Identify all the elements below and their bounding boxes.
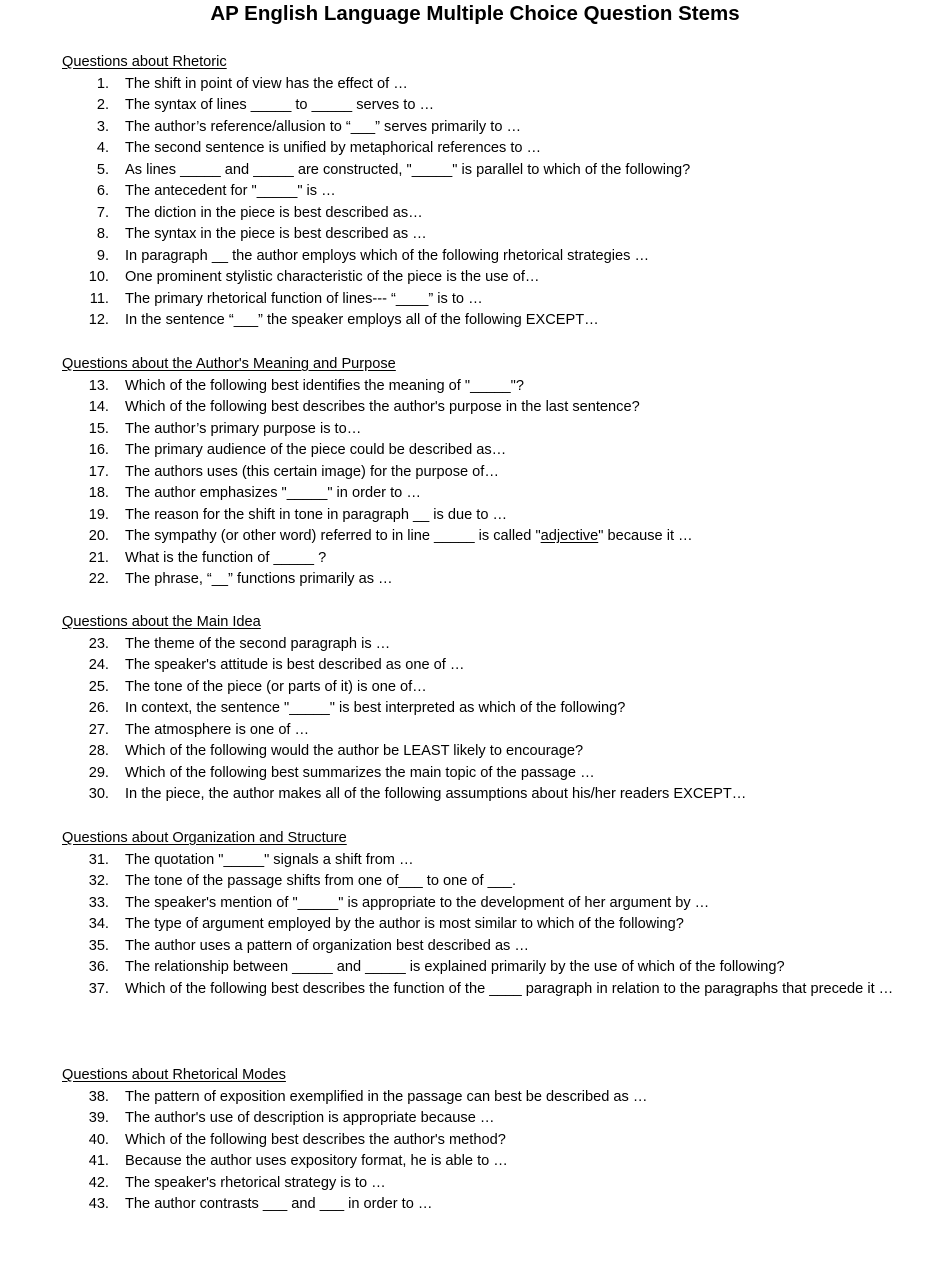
question-text: Which of the following best describes the author's method? bbox=[125, 1131, 506, 1148]
question-item bbox=[62, 698, 902, 720]
question-number: 15. bbox=[88, 420, 109, 437]
question-text: The author’s reference/allusion to “___” serves primarily to … bbox=[125, 118, 522, 135]
question-item bbox=[62, 138, 902, 160]
question-text-before: The sympathy (or other word) referred to in line _____ is called " bbox=[125, 528, 541, 544]
question-number: 26. bbox=[88, 700, 109, 716]
question-item bbox=[62, 1194, 902, 1216]
question-item bbox=[62, 74, 902, 96]
question-list bbox=[62, 74, 902, 332]
question-item bbox=[62, 181, 902, 203]
question-number: 32. bbox=[88, 873, 109, 889]
question-number: 40. bbox=[88, 1131, 109, 1148]
question-text: The authors uses (this certain image) for the purpose of… bbox=[125, 463, 499, 480]
question-number: 2. bbox=[96, 97, 109, 113]
question-text: The syntax in the piece is best described as … bbox=[125, 226, 427, 242]
question-item bbox=[62, 655, 902, 677]
question-number: 14. bbox=[88, 399, 109, 415]
question-item bbox=[62, 677, 902, 699]
question-item bbox=[62, 310, 902, 332]
question-number: 25. bbox=[88, 678, 109, 695]
question-number: 19. bbox=[88, 506, 109, 523]
question-text-after: " because it … bbox=[598, 528, 693, 544]
question-text: Because the author uses expository format, he is able to … bbox=[125, 1153, 508, 1169]
question-list bbox=[62, 376, 902, 591]
question-item bbox=[62, 871, 902, 893]
question-number: 24. bbox=[88, 657, 109, 673]
section-heading: Questions about Rhetorical Modes bbox=[62, 1067, 286, 1083]
question-text: The pattern of exposition exemplified in the passage can best be described as … bbox=[125, 1088, 648, 1105]
section-meaning-purpose bbox=[62, 354, 902, 591]
question-text: The shift in point of view has the effect of … bbox=[125, 75, 408, 92]
question-item bbox=[62, 957, 902, 979]
question-text: Which of the following best describes the function of the ____ paragraph in relation to the paragraphs that precede it … bbox=[125, 980, 894, 997]
page-title: AP English Language Multiple Choice Question Stems bbox=[210, 2, 740, 25]
section-rhetoric bbox=[62, 52, 902, 332]
question-text: In context, the sentence "_____" is best interpreted as which of the following? bbox=[125, 700, 626, 716]
question-text: Which of the following best summarizes the main topic of the passage … bbox=[125, 764, 595, 781]
question-item bbox=[62, 505, 902, 527]
question-text: The speaker's rhetorical strategy is to … bbox=[125, 1174, 386, 1191]
question-number: 43. bbox=[88, 1196, 109, 1212]
question-item bbox=[62, 720, 902, 742]
question-number: 31. bbox=[88, 851, 109, 868]
question-number: 16. bbox=[88, 442, 109, 458]
question-text: As lines _____ and _____ are constructed, "_____" is parallel to which of the following? bbox=[125, 161, 691, 178]
question-number: 17. bbox=[88, 463, 109, 480]
question-text: One prominent stylistic characteristic of the piece is the use of… bbox=[125, 269, 540, 285]
question-item bbox=[62, 741, 902, 763]
question-number: 10. bbox=[88, 269, 109, 285]
question-text: The second sentence is unified by metaphorical references to … bbox=[125, 140, 542, 156]
question-text: The reason for the shift in tone in paragraph __ is due to … bbox=[125, 506, 508, 523]
question-item bbox=[62, 289, 902, 311]
question-number: 18. bbox=[88, 485, 109, 501]
section-heading: Questions about Organization and Structure bbox=[62, 830, 347, 846]
question-text: The atmosphere is one of … bbox=[125, 721, 310, 738]
question-item bbox=[62, 893, 902, 915]
question-number: 27. bbox=[88, 721, 109, 738]
question-list bbox=[62, 1087, 902, 1216]
question-item bbox=[62, 763, 902, 785]
question-item bbox=[62, 634, 902, 656]
question-text: Which of the following best identifies the meaning of "_____"? bbox=[125, 377, 524, 394]
question-number: 8. bbox=[96, 226, 109, 242]
question-item bbox=[62, 462, 902, 484]
question-text: The syntax of lines _____ to _____ serves to … bbox=[125, 97, 435, 113]
underlined-word: adjective bbox=[540, 528, 599, 544]
section-heading: Questions about the Main Idea bbox=[62, 614, 261, 630]
question-item bbox=[62, 376, 902, 398]
question-text: The author emphasizes "_____" in order to … bbox=[125, 485, 421, 501]
question-number: 37. bbox=[88, 980, 109, 997]
question-text: The relationship between _____ and _____ is explained primarily by the use of which of the following? bbox=[125, 959, 785, 975]
question-number: 30. bbox=[88, 786, 109, 802]
question-item bbox=[62, 117, 902, 139]
question-item bbox=[62, 784, 902, 806]
question-number: 7. bbox=[96, 204, 109, 221]
question-text: Which of the following would the author be LEAST likely to encourage? bbox=[125, 743, 584, 759]
question-number: 38. bbox=[88, 1088, 109, 1105]
question-number: 1. bbox=[96, 75, 109, 92]
section-main-idea bbox=[62, 612, 902, 806]
question-text: The quotation "_____" signals a shift from … bbox=[125, 851, 414, 868]
question-number: 28. bbox=[88, 743, 109, 759]
question-number: 33. bbox=[88, 894, 109, 911]
question-item bbox=[62, 419, 902, 441]
question-text: The author's use of description is appropriate because … bbox=[125, 1110, 495, 1126]
question-item bbox=[62, 203, 902, 225]
section-rhetorical-modes bbox=[62, 1065, 902, 1216]
question-item bbox=[62, 850, 902, 872]
question-item bbox=[62, 1151, 902, 1173]
question-item bbox=[62, 1087, 902, 1109]
question-text: The phrase, “__” functions primarily as … bbox=[125, 571, 393, 587]
question-text: The tone of the passage shifts from one of___ to one of ___. bbox=[125, 873, 517, 889]
question-text: In the piece, the author makes all of the following assumptions about his/her readers EXCEPT… bbox=[125, 786, 747, 802]
question-item bbox=[62, 936, 902, 958]
question-text: The type of argument employed by the author is most similar to which of the following? bbox=[125, 916, 684, 932]
question-text: In the sentence “___” the speaker employs all of the following EXCEPT… bbox=[125, 312, 599, 328]
question-text: In paragraph __ the author employs which of the following rhetorical strategies … bbox=[125, 247, 650, 264]
question-item bbox=[62, 1130, 902, 1152]
question-number: 5. bbox=[96, 161, 109, 178]
question-text: The author contrasts ___ and ___ in order to … bbox=[125, 1196, 433, 1212]
question-item bbox=[62, 95, 902, 117]
question-text: The primary audience of the piece could be described as… bbox=[125, 442, 507, 458]
question-number: 4. bbox=[96, 140, 109, 156]
question-text: The speaker's attitude is best described as one of … bbox=[125, 657, 465, 673]
question-item bbox=[62, 1173, 902, 1195]
question-item bbox=[62, 224, 902, 246]
question-item bbox=[62, 569, 902, 591]
question-text: The diction in the piece is best described as… bbox=[125, 204, 423, 221]
question-text: The primary rhetorical function of lines--- “____” is to … bbox=[125, 290, 483, 307]
question-item bbox=[62, 160, 902, 182]
question-number: 22. bbox=[88, 571, 109, 587]
question-item bbox=[62, 526, 902, 548]
question-text: The theme of the second paragraph is … bbox=[125, 635, 391, 652]
question-number: 21. bbox=[88, 549, 109, 566]
question-item bbox=[62, 267, 902, 289]
question-number: 6. bbox=[96, 183, 109, 199]
question-text: The author uses a pattern of organization best described as … bbox=[125, 937, 530, 954]
section-heading: Questions about Rhetoric bbox=[62, 54, 227, 70]
question-number: 20. bbox=[88, 528, 109, 544]
question-text: What is the function of _____ ? bbox=[125, 549, 327, 566]
question-text: The speaker's mention of "_____" is appropriate to the development of her argument by … bbox=[125, 894, 710, 911]
question-text: Which of the following best describes the author's purpose in the last sentence? bbox=[125, 399, 640, 415]
question-text: The author’s primary purpose is to… bbox=[125, 420, 362, 437]
question-number: 29. bbox=[88, 764, 109, 781]
question-item bbox=[62, 246, 902, 268]
question-text: The tone of the piece (or parts of it) is one of… bbox=[125, 678, 427, 695]
question-number: 36. bbox=[88, 959, 109, 975]
question-item bbox=[62, 1108, 902, 1130]
question-item bbox=[62, 483, 902, 505]
section-organization-structure bbox=[62, 828, 902, 1000]
question-list bbox=[62, 850, 902, 1001]
question-number: 35. bbox=[88, 937, 109, 954]
question-item bbox=[62, 440, 902, 462]
question-item bbox=[62, 914, 902, 936]
question-item bbox=[62, 397, 902, 419]
question-number: 39. bbox=[88, 1110, 109, 1126]
question-number: 34. bbox=[88, 916, 109, 932]
question-item bbox=[62, 979, 902, 1001]
question-list bbox=[62, 634, 902, 806]
question-number: 42. bbox=[88, 1174, 109, 1191]
question-number: 9. bbox=[96, 247, 109, 264]
question-item bbox=[62, 548, 902, 570]
question-text bbox=[125, 526, 902, 548]
question-number: 13. bbox=[88, 377, 109, 394]
section-heading: Questions about the Author's Meaning and Purpose bbox=[62, 356, 396, 372]
question-number: 41. bbox=[88, 1153, 109, 1169]
question-number: 23. bbox=[88, 635, 109, 652]
question-number: 12. bbox=[88, 312, 109, 328]
question-text: The antecedent for "_____" is … bbox=[125, 183, 336, 199]
question-number: 3. bbox=[96, 118, 109, 135]
question-number: 11. bbox=[89, 290, 109, 307]
